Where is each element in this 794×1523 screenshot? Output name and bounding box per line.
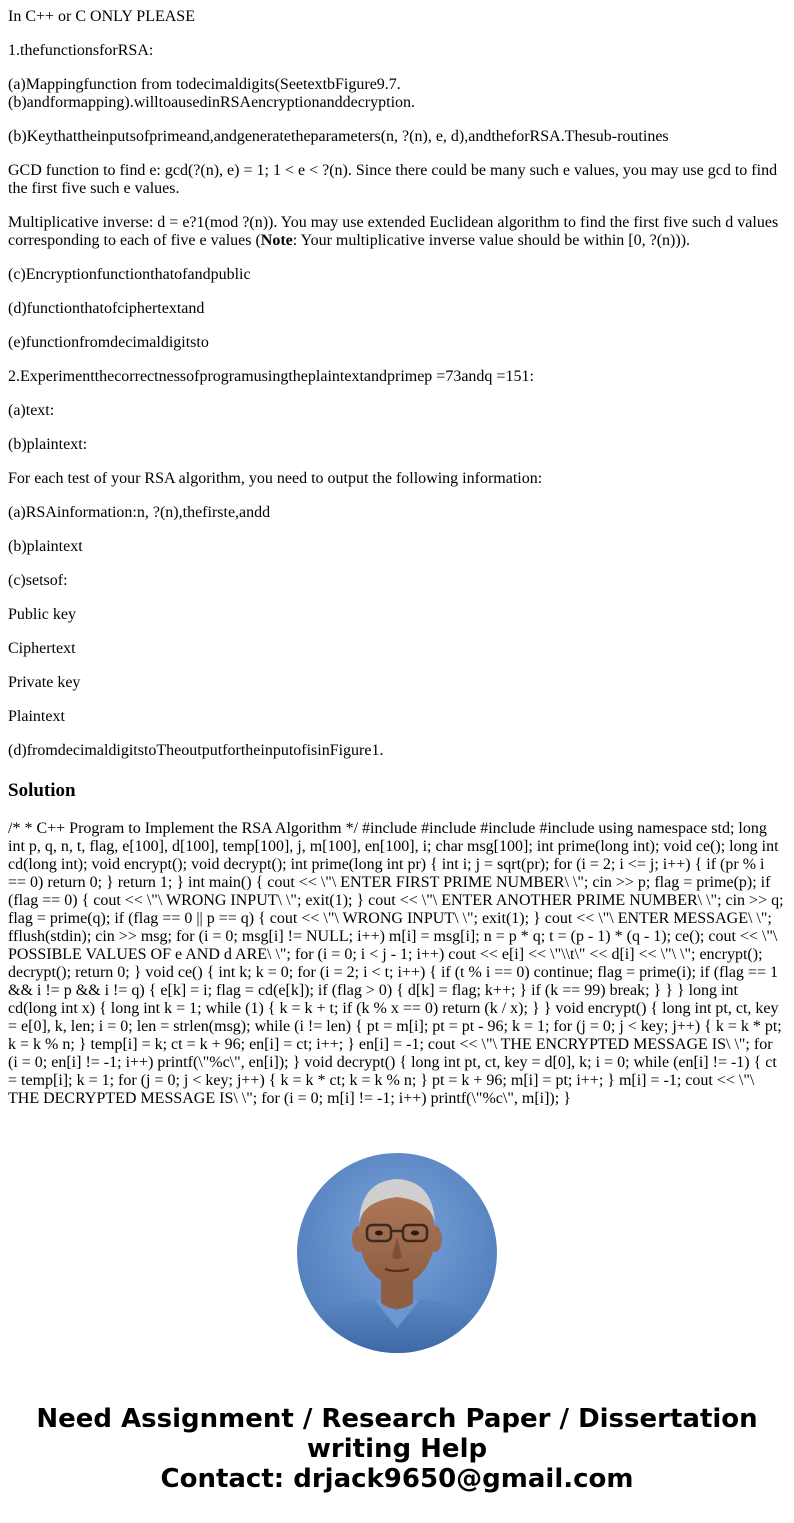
author-avatar: [297, 1153, 497, 1353]
question-reverse-mapping: (e)functionfromdecimaldigitsto: [8, 334, 209, 351]
question-private-key: Private key: [8, 674, 81, 691]
question-public-key: Public key: [8, 606, 76, 623]
question-intro: In C++ or C ONLY PLEASE: [8, 8, 195, 25]
inverse-note-label: Note: [260, 232, 293, 249]
mapping-line-2: (b)andformapping).willtoausedinRSAencryptionanddecryption.: [8, 94, 416, 111]
promo-line-1: Need Assignment / Research Paper / Dissertation: [36, 1404, 758, 1434]
question-gcd: GCD function to find e: gcd(?(n), e) = 1; 1 < e < ?(n). Since there could be many such e values, you may use gcd to find the first five such e values.: [8, 162, 778, 197]
question-mapping-function: [8, 76, 786, 112]
question-task-1: 1.thefunctionsforRSA:: [8, 42, 154, 59]
question-body: [8, 8, 786, 1108]
question-encryption: (c)Encryptionfunctionthatofandpublic: [8, 266, 251, 283]
solution-code: /* * C++ Program to Implement the RSA Algorithm */ #include #include #include #include using namespace std; long int p, q, n, t, flag, e[100], d[100], temp[100], j, m[100], en[100], i; char msg[100]; int prime(long int); void ce(); long int cd(long int); void encrypt(); void decrypt(); int prime(long int pr) { int i; j = sqrt(pr); for (i = 2; i <= j; i++) { if (pr % i == 0) return 0; } return 1; } int main() { cout << \"\ ENTER FIRST PRIME NUMBER\ \"; cin >> p; flag = prime(p); if (flag == 0) { cout << \"\ WRONG INPUT\ \"; exit(1); } cout << \"\ ENTER ANOTHER PRIME NUMBER\ \"; cin >> q; flag = prime(q); if (flag == 0 || p == q) { cout << \"\ WRONG INPUT\ \"; exit(1); } cout << \"\ ENTER MESSAGE\ \"; fflush(stdin); cin >> msg; for (i = 0; msg[i] != NULL; i++) m[i] = msg[i]; n = p * q; t = (p - 1) * (q - 1); ce(); cout << \"\ POSSIBLE VALUES OF e AND d ARE\ \"; for (i = 0; i < j - 1; i++) cout << e[i] << \"\\t\" << d[i] << \"\ \"; encrypt(); decrypt(); return 0; } void ce() { int k; k = 0; for (i = 2; i < t; i++) { if (t % i == 0) continue; flag = prime(i); if (flag == 1 && i != p && i != q) { e[k] = i; flag = cd(e[k]); if (flag > 0) { d[k] = flag; k++; } if (k == 99) break; } } } long int cd(long int x) { long int k = 1; while (1) { k = k + t; if (k % x == 0) return (k / x); } } void encrypt() { long int pt, ct, key = e[0], k, len; i = 0; len = strlen(msg); while (i != len) { pt = m[i]; pt = pt - 96; k = 1; for (j = 0; j < key; j++) { k = k * pt; k = k % n; } temp[i] = k; ct = k + 96; en[i] = ct; i++; } en[i] = -1; cout << \"\ THE ENCRYPTED MESSAGE IS\ \"; for (i = 0; en[i] != -1; i++) printf(\"%c\", en[i]); } void decrypt() { long int pt, ct, key = d[0], k; i = 0; while (en[i] != -1) { ct = temp[i]; k = 1; for (j = 0; j < key; j++) { k = k * ct; k = k % n; } pt = k + 96; m[i] = pt; i++; } m[i] = -1; cout << \"\ THE DECRYPTED MESSAGE IS\ \"; for (i = 0; m[i] != -1; i++) printf(\"%c\", m[i]); }: [8, 820, 784, 1107]
question-rsa-information: (a)RSAinformation:n, ?(n),thefirste,andd: [8, 504, 271, 521]
question-output-plaintext: (b)plaintext: [8, 538, 83, 555]
promo-contact[interactable]: Contact: drjack9650@gmail.com: [160, 1464, 634, 1494]
question-plaintext: (b)plaintext:: [8, 436, 88, 453]
question-task-2: 2.Experimentthecorrectnessofprogramusingtheplaintextandprimep =73andq =151:: [8, 368, 534, 385]
promo-line-2: writing Help: [306, 1434, 488, 1464]
question-output-intro: For each test of your RSA algorithm, you need to output the following information:: [8, 470, 543, 487]
question-key-generation: (b)Keythattheinputsofprimeand,andgeneratetheparameters(n, ?(n), e, d),andtheforRSA.Thesub-routines: [8, 128, 669, 145]
question-ciphertext: Ciphertext: [8, 640, 76, 657]
question-decryption: (d)functionthatofciphertextand: [8, 300, 205, 317]
question-sets: (c)setsof:: [8, 572, 68, 589]
promo-banner: [0, 1404, 794, 1494]
mapping-line-1: (a)Mappingfunction from todecimaldigits(SeetextbFigure9.7.: [8, 76, 401, 93]
question-figure-note: (d)fromdecimaldigitstoTheoutputfortheinputofisinFigure1.: [8, 742, 384, 759]
inverse-text-pre: Multiplicative inverse: d = e?1(mod ?(n)). You may use extended Euclidean algorithm to find the first five such d values corresponding to each of five e values (: [8, 214, 779, 249]
question-output-plaintext-2: Plaintext: [8, 708, 65, 725]
inverse-text-post: : Your multiplicative inverse value should be within [0, ?(n))).: [292, 232, 691, 249]
person-photo-icon: [297, 1153, 497, 1353]
solution-heading: Solution: [8, 780, 76, 801]
question-multiplicative-inverse: [8, 214, 786, 250]
question-text: (a)text:: [8, 402, 55, 419]
